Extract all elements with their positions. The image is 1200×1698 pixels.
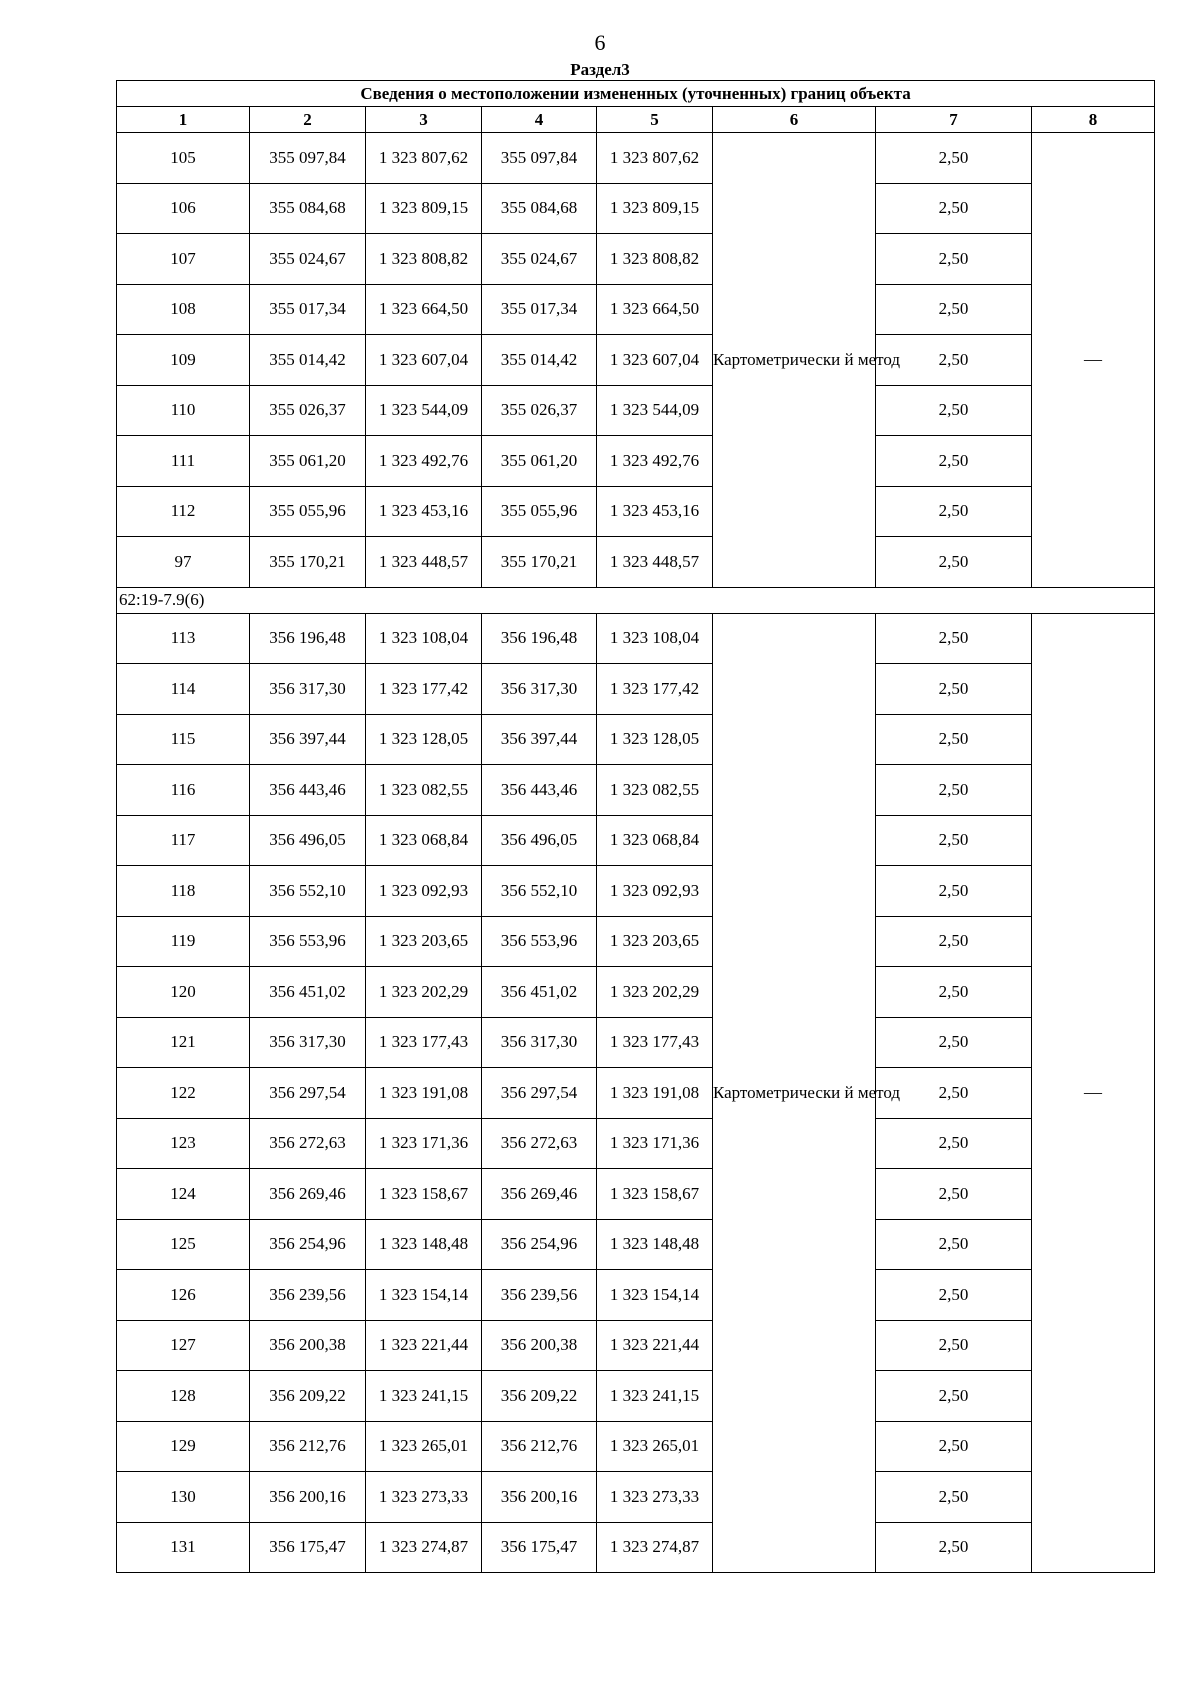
y-new-cell: 1 323 453,16: [597, 486, 713, 537]
y-new-cell: 1 323 191,08: [597, 1068, 713, 1119]
table-row: [117, 1421, 1155, 1472]
y-new-cell: 1 323 664,50: [597, 284, 713, 335]
x-existing-cell: 356 196,48: [250, 613, 366, 664]
x-existing-cell: 356 451,02: [250, 967, 366, 1018]
table-caption: Сведения о местоположении измененных (уточненных) границ объекта: [117, 81, 1155, 107]
table-row: [117, 664, 1155, 715]
accuracy-cell: 2,50: [876, 234, 1032, 285]
x-new-cell: 356 212,76: [482, 1421, 597, 1472]
y-existing-cell: 1 323 128,05: [366, 714, 482, 765]
y-existing-cell: 1 323 068,84: [366, 815, 482, 866]
x-existing-cell: 355 084,68: [250, 183, 366, 234]
y-new-cell: 1 323 171,36: [597, 1118, 713, 1169]
point-number-cell: 112: [117, 486, 250, 537]
accuracy-cell: 2,50: [876, 664, 1032, 715]
x-new-cell: 356 254,96: [482, 1219, 597, 1270]
point-number-cell: 122: [117, 1068, 250, 1119]
x-existing-cell: 355 170,21: [250, 537, 366, 588]
point-number-cell: 111: [117, 436, 250, 487]
boundary-coordinates-table: [116, 80, 1155, 1573]
y-existing-cell: 1 323 241,15: [366, 1371, 482, 1422]
group-label-row: [117, 587, 1155, 613]
y-new-cell: 1 323 221,44: [597, 1320, 713, 1371]
y-existing-cell: 1 323 664,50: [366, 284, 482, 335]
method-cell: Картометрически й метод: [713, 133, 876, 588]
point-number-cell: 113: [117, 613, 250, 664]
point-number-cell: 116: [117, 765, 250, 816]
point-number-cell: 131: [117, 1522, 250, 1573]
x-new-cell: 356 443,46: [482, 765, 597, 816]
column-number: 7: [876, 107, 1032, 133]
x-new-cell: 356 552,10: [482, 866, 597, 917]
y-new-cell: 1 323 177,42: [597, 664, 713, 715]
accuracy-cell: 2,50: [876, 1017, 1032, 1068]
point-number-cell: 114: [117, 664, 250, 715]
y-existing-cell: 1 323 265,01: [366, 1421, 482, 1472]
y-existing-cell: 1 323 274,87: [366, 1522, 482, 1573]
table-row: [117, 1320, 1155, 1371]
accuracy-cell: 2,50: [876, 1421, 1032, 1472]
x-new-cell: 355 061,20: [482, 436, 597, 487]
x-new-cell: 356 200,38: [482, 1320, 597, 1371]
table-row: [117, 284, 1155, 335]
point-number-cell: 117: [117, 815, 250, 866]
table-row: [117, 1118, 1155, 1169]
table-row: [117, 866, 1155, 917]
group-label: 62:19-7.9(6): [117, 587, 1155, 613]
x-new-cell: 355 055,96: [482, 486, 597, 537]
column-number-row: [117, 107, 1155, 133]
table-row: [117, 183, 1155, 234]
x-new-cell: 356 297,54: [482, 1068, 597, 1119]
accuracy-cell: 2,50: [876, 486, 1032, 537]
y-existing-cell: 1 323 221,44: [366, 1320, 482, 1371]
y-new-cell: 1 323 607,04: [597, 335, 713, 386]
y-existing-cell: 1 323 171,36: [366, 1118, 482, 1169]
accuracy-cell: 2,50: [876, 967, 1032, 1018]
accuracy-cell: 2,50: [876, 1270, 1032, 1321]
x-new-cell: 356 209,22: [482, 1371, 597, 1422]
point-number-cell: 119: [117, 916, 250, 967]
y-existing-cell: 1 323 273,33: [366, 1472, 482, 1523]
point-number-cell: 130: [117, 1472, 250, 1523]
table-row: [117, 714, 1155, 765]
y-new-cell: 1 323 177,43: [597, 1017, 713, 1068]
y-new-cell: 1 323 265,01: [597, 1421, 713, 1472]
accuracy-cell: 2,50: [876, 335, 1032, 386]
table-row: [117, 335, 1155, 386]
y-existing-cell: 1 323 808,82: [366, 234, 482, 285]
y-existing-cell: 1 323 448,57: [366, 537, 482, 588]
x-new-cell: 355 084,68: [482, 183, 597, 234]
point-number-cell: 120: [117, 967, 250, 1018]
point-number-cell: 105: [117, 133, 250, 184]
x-new-cell: 355 017,34: [482, 284, 597, 335]
y-existing-cell: 1 323 154,14: [366, 1270, 482, 1321]
x-new-cell: 355 026,37: [482, 385, 597, 436]
accuracy-cell: 2,50: [876, 537, 1032, 588]
x-existing-cell: 356 317,30: [250, 1017, 366, 1068]
x-new-cell: 355 014,42: [482, 335, 597, 386]
point-number-cell: 128: [117, 1371, 250, 1422]
y-new-cell: 1 323 448,57: [597, 537, 713, 588]
point-number-cell: 118: [117, 866, 250, 917]
column-number: 8: [1032, 107, 1155, 133]
x-new-cell: 356 451,02: [482, 967, 597, 1018]
x-existing-cell: 355 055,96: [250, 486, 366, 537]
x-existing-cell: 355 024,67: [250, 234, 366, 285]
y-new-cell: 1 323 148,48: [597, 1219, 713, 1270]
x-existing-cell: 356 443,46: [250, 765, 366, 816]
column-number: 4: [482, 107, 597, 133]
table-row: [117, 133, 1155, 184]
x-new-cell: 356 196,48: [482, 613, 597, 664]
accuracy-cell: 2,50: [876, 284, 1032, 335]
table-row: [117, 1270, 1155, 1321]
x-existing-cell: 356 272,63: [250, 1118, 366, 1169]
accuracy-cell: 2,50: [876, 765, 1032, 816]
y-new-cell: 1 323 068,84: [597, 815, 713, 866]
section-title: Раздел3: [570, 60, 630, 79]
table-row: [117, 1017, 1155, 1068]
y-new-cell: 1 323 108,04: [597, 613, 713, 664]
y-new-cell: 1 323 082,55: [597, 765, 713, 816]
point-number-cell: 110: [117, 385, 250, 436]
y-existing-cell: 1 323 177,43: [366, 1017, 482, 1068]
x-new-cell: 355 170,21: [482, 537, 597, 588]
y-existing-cell: 1 323 492,76: [366, 436, 482, 487]
y-new-cell: 1 323 241,15: [597, 1371, 713, 1422]
x-existing-cell: 356 200,16: [250, 1472, 366, 1523]
y-new-cell: 1 323 492,76: [597, 436, 713, 487]
table-row: [117, 1371, 1155, 1422]
table-row: [117, 436, 1155, 487]
table-row: [117, 385, 1155, 436]
point-number-cell: 129: [117, 1421, 250, 1472]
y-existing-cell: 1 323 607,04: [366, 335, 482, 386]
x-existing-cell: 355 026,37: [250, 385, 366, 436]
y-new-cell: 1 323 544,09: [597, 385, 713, 436]
y-new-cell: 1 323 809,15: [597, 183, 713, 234]
y-new-cell: 1 323 092,93: [597, 866, 713, 917]
accuracy-cell: 2,50: [876, 1219, 1032, 1270]
y-new-cell: 1 323 808,82: [597, 234, 713, 285]
y-existing-cell: 1 323 148,48: [366, 1219, 482, 1270]
column-number: 3: [366, 107, 482, 133]
table-row: [117, 765, 1155, 816]
point-number-cell: 124: [117, 1169, 250, 1220]
y-new-cell: 1 323 128,05: [597, 714, 713, 765]
accuracy-cell: 2,50: [876, 1320, 1032, 1371]
x-existing-cell: 356 317,30: [250, 664, 366, 715]
accuracy-cell: 2,50: [876, 183, 1032, 234]
x-new-cell: 356 175,47: [482, 1522, 597, 1573]
table-row: [117, 1522, 1155, 1573]
table-row: [117, 1219, 1155, 1270]
x-new-cell: 355 024,67: [482, 234, 597, 285]
x-existing-cell: 356 239,56: [250, 1270, 366, 1321]
point-number-cell: 127: [117, 1320, 250, 1371]
x-existing-cell: 356 397,44: [250, 714, 366, 765]
accuracy-cell: 2,50: [876, 1068, 1032, 1119]
x-existing-cell: 355 097,84: [250, 133, 366, 184]
x-existing-cell: 356 553,96: [250, 916, 366, 967]
x-existing-cell: 355 061,20: [250, 436, 366, 487]
y-existing-cell: 1 323 158,67: [366, 1169, 482, 1220]
x-new-cell: 355 097,84: [482, 133, 597, 184]
accuracy-cell: 2,50: [876, 714, 1032, 765]
y-existing-cell: 1 323 191,08: [366, 1068, 482, 1119]
column-number: 5: [597, 107, 713, 133]
accuracy-cell: 2,50: [876, 1522, 1032, 1573]
accuracy-cell: 2,50: [876, 866, 1032, 917]
table-row: [117, 1169, 1155, 1220]
x-existing-cell: 356 496,05: [250, 815, 366, 866]
table-row: [117, 815, 1155, 866]
y-existing-cell: 1 323 807,62: [366, 133, 482, 184]
page-number: 6: [594, 30, 606, 55]
x-existing-cell: 356 209,22: [250, 1371, 366, 1422]
x-new-cell: 356 317,30: [482, 664, 597, 715]
x-existing-cell: 356 200,38: [250, 1320, 366, 1371]
accuracy-cell: 2,50: [876, 385, 1032, 436]
x-existing-cell: 356 175,47: [250, 1522, 366, 1573]
x-existing-cell: 356 269,46: [250, 1169, 366, 1220]
x-new-cell: 356 553,96: [482, 916, 597, 967]
y-existing-cell: 1 323 453,16: [366, 486, 482, 537]
y-existing-cell: 1 323 108,04: [366, 613, 482, 664]
y-new-cell: 1 323 274,87: [597, 1522, 713, 1573]
y-new-cell: 1 323 807,62: [597, 133, 713, 184]
point-number-cell: 115: [117, 714, 250, 765]
point-number-cell: 125: [117, 1219, 250, 1270]
accuracy-cell: 2,50: [876, 1118, 1032, 1169]
table-row: [117, 1068, 1155, 1119]
y-new-cell: 1 323 273,33: [597, 1472, 713, 1523]
method-cell: Картометрически й метод: [713, 613, 876, 1573]
accuracy-cell: 2,50: [876, 436, 1032, 487]
point-number-cell: 108: [117, 284, 250, 335]
table-row: [117, 1472, 1155, 1523]
table-row: [117, 234, 1155, 285]
x-existing-cell: 356 297,54: [250, 1068, 366, 1119]
y-existing-cell: 1 323 092,93: [366, 866, 482, 917]
note-cell: —: [1032, 613, 1155, 1573]
accuracy-cell: 2,50: [876, 1371, 1032, 1422]
y-new-cell: 1 323 154,14: [597, 1270, 713, 1321]
table-row: [117, 537, 1155, 588]
point-number-cell: 97: [117, 537, 250, 588]
y-new-cell: 1 323 203,65: [597, 916, 713, 967]
y-existing-cell: 1 323 202,29: [366, 967, 482, 1018]
y-existing-cell: 1 323 203,65: [366, 916, 482, 967]
table-row: [117, 613, 1155, 664]
note-cell: —: [1032, 133, 1155, 588]
table-body: [117, 133, 1155, 1573]
table-row: [117, 486, 1155, 537]
x-existing-cell: 356 254,96: [250, 1219, 366, 1270]
x-new-cell: 356 496,05: [482, 815, 597, 866]
y-existing-cell: 1 323 177,42: [366, 664, 482, 715]
column-number: 1: [117, 107, 250, 133]
point-number-cell: 106: [117, 183, 250, 234]
x-new-cell: 356 272,63: [482, 1118, 597, 1169]
x-existing-cell: 355 017,34: [250, 284, 366, 335]
accuracy-cell: 2,50: [876, 613, 1032, 664]
point-number-cell: 107: [117, 234, 250, 285]
point-number-cell: 123: [117, 1118, 250, 1169]
accuracy-cell: 2,50: [876, 133, 1032, 184]
y-new-cell: 1 323 202,29: [597, 967, 713, 1018]
point-number-cell: 126: [117, 1270, 250, 1321]
y-existing-cell: 1 323 544,09: [366, 385, 482, 436]
column-number: 2: [250, 107, 366, 133]
point-number-cell: 109: [117, 335, 250, 386]
x-existing-cell: 356 212,76: [250, 1421, 366, 1472]
table-row: [117, 916, 1155, 967]
accuracy-cell: 2,50: [876, 1169, 1032, 1220]
x-new-cell: 356 200,16: [482, 1472, 597, 1523]
y-existing-cell: 1 323 809,15: [366, 183, 482, 234]
column-number: 6: [713, 107, 876, 133]
x-new-cell: 356 397,44: [482, 714, 597, 765]
x-new-cell: 356 239,56: [482, 1270, 597, 1321]
accuracy-cell: 2,50: [876, 916, 1032, 967]
x-existing-cell: 356 552,10: [250, 866, 366, 917]
accuracy-cell: 2,50: [876, 815, 1032, 866]
x-new-cell: 356 317,30: [482, 1017, 597, 1068]
table-row: [117, 967, 1155, 1018]
accuracy-cell: 2,50: [876, 1472, 1032, 1523]
point-number-cell: 121: [117, 1017, 250, 1068]
y-new-cell: 1 323 158,67: [597, 1169, 713, 1220]
y-existing-cell: 1 323 082,55: [366, 765, 482, 816]
x-new-cell: 356 269,46: [482, 1169, 597, 1220]
x-existing-cell: 355 014,42: [250, 335, 366, 386]
